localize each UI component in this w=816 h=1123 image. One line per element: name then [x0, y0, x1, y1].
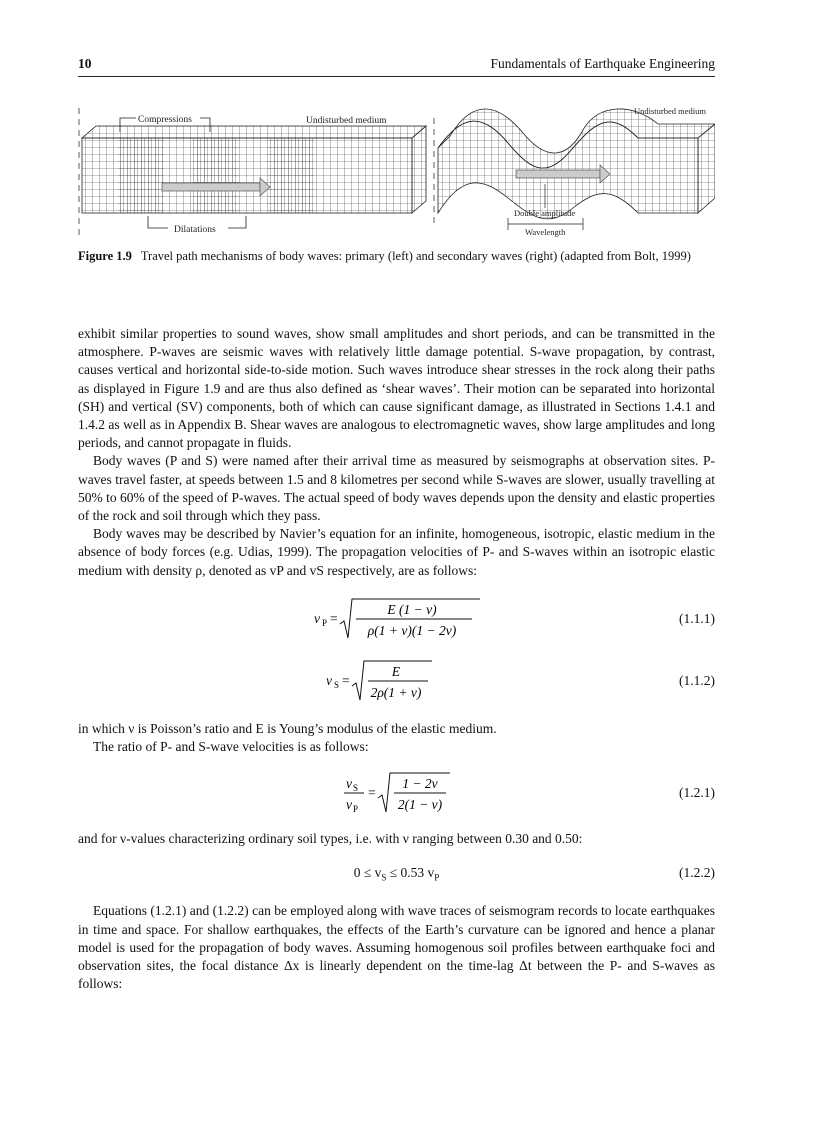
eq1-lhs-sub: P [321, 617, 327, 628]
svg-text:=: = [367, 785, 376, 801]
figure-label: Figure 1.9 [78, 249, 132, 263]
paragraph: exhibit similar properties to sound waves, show small amplitudes and short periods, and can be transmitted in the atmosphere. P-waves are seismic waves with relatively little damage potential. S-wave propagation, by contrast, causes vertical and horizontal side-to-side motion. Such waves introduce shear stresses in the rock along their paths as displayed in Figure 1.9 and are thus also defined as ‘shear waves’. Their motion can be separated into horizontal (SH) and vertical (SV) components, both of which can cause significant damage, as illustrated in Sections 1.4.1 and 1.4.2 as well as in Appendix B. Shear waves are analogous to electromagnetic waves, show large amplitudes and long periods, and cannot propagate in fluids. [78, 326, 715, 451]
eq3-frac-num-sub: S [352, 783, 358, 794]
eq3-denominator: 2(1 − ν) [397, 797, 442, 813]
body-text [78, 325, 715, 993]
eq2-denominator: 2ρ(1 + ν) [370, 684, 421, 700]
eq2-lhs-sub: S [333, 679, 339, 690]
paragraph: Body waves may be described by Navier’s equation for an infinite, homogeneous, isotropic, elastic medium in the absence of body forces (e.g. Udias, 1999). The propagation velocities of P- and S-waves within an isotropic elastic medium with density ρ, denoted as vP and vS respectively, are as follows: [78, 526, 715, 578]
eq3-number: (1.2.1) [679, 785, 715, 801]
label-undisturbed-left: Undisturbed medium [306, 116, 387, 126]
running-header [78, 56, 715, 76]
label-double-amplitude: Double amplitude [514, 208, 576, 218]
paragraph: and for ν-values characterizing ordinary soil types, i.e. with ν ranging between 0.30 and 0.50: [78, 831, 583, 847]
eq2-number: (1.1.2) [679, 672, 715, 688]
equation-1-2-2 [78, 862, 715, 884]
paragraph: The ratio of P- and S-wave velocities is as follows: [93, 739, 369, 755]
header-rule [78, 76, 715, 77]
eq3-frac-den: v [345, 797, 352, 813]
label-dilatations: Dilatations [174, 225, 216, 235]
equation-1-1-2 [78, 656, 715, 706]
eq3-frac-num: v [345, 776, 352, 792]
svg-text:=: = [329, 610, 338, 626]
paragraph: Equations (1.2.1) and (1.2.2) can be employed along with wave traces of seismogram records to locate earthquakes in time and space. For shallow earthquakes, the effects of the Earth’s curvature can be ignored and hence a planar model is used for the propagation of body waves. Assuming homogenous soil profiles between earthquake foci and observation sites, the focal distance Δx is linearly dependent on the time-lag Δt between the P- and S-waves as follows: [78, 903, 715, 992]
running-title: Fundamentals of Earthquake Engineering [490, 56, 715, 71]
svg-text:=: = [341, 672, 350, 688]
eq2-lhs: v [325, 672, 332, 688]
figure-caption [78, 248, 715, 265]
paragraph: in which ν is Poisson’s ratio and E is Young’s modulus of the elastic medium. [78, 720, 497, 736]
eq2-numerator: E [391, 663, 400, 679]
label-compressions: Compressions [138, 115, 192, 125]
p-wave-diagram [79, 108, 426, 238]
eq4-number: (1.2.2) [679, 865, 715, 881]
eq1-numerator: E (1 − ν) [386, 601, 437, 617]
eq4-sub2: P [434, 873, 440, 884]
s-wave-diagram [434, 106, 715, 237]
figure-1-9 [78, 98, 715, 240]
eq1-lhs: v [313, 610, 320, 626]
page-number: 10 [78, 56, 92, 71]
label-undisturbed-right: Undisturbed medium [634, 106, 707, 116]
eq3-frac-den-sub: P [352, 804, 358, 815]
eq1-number: (1.1.1) [679, 610, 715, 626]
eq3-numerator: 1 − 2ν [401, 776, 438, 792]
eq4-sub1: S [381, 873, 387, 884]
caption-text: Travel path mechanisms of body waves: primary (left) and secondary waves (right) (adapted from Bolt, 1999) [140, 249, 691, 263]
eq4-lhs: 0 ≤ v [353, 865, 382, 881]
paragraph: Body waves (P and S) were named after their arrival time as measured by seismographs at observation sites. P-waves travel faster, at speeds between 1.5 and 8 kilometres per second while S-waves are slower, usually travelling at 50% to 60% of the speed of P-waves. The actual speed of body waves depends upon the density and elastic properties of the rock and soil through which they pass. [78, 453, 715, 524]
label-wavelength: Wavelength [525, 227, 566, 237]
equation-1-1-1 [78, 594, 715, 644]
equation-1-2-1 [78, 768, 715, 818]
eq1-denominator: ρ(1 + ν)(1 − 2ν) [367, 622, 456, 638]
eq4-mid: ≤ 0.53 v [386, 865, 435, 881]
